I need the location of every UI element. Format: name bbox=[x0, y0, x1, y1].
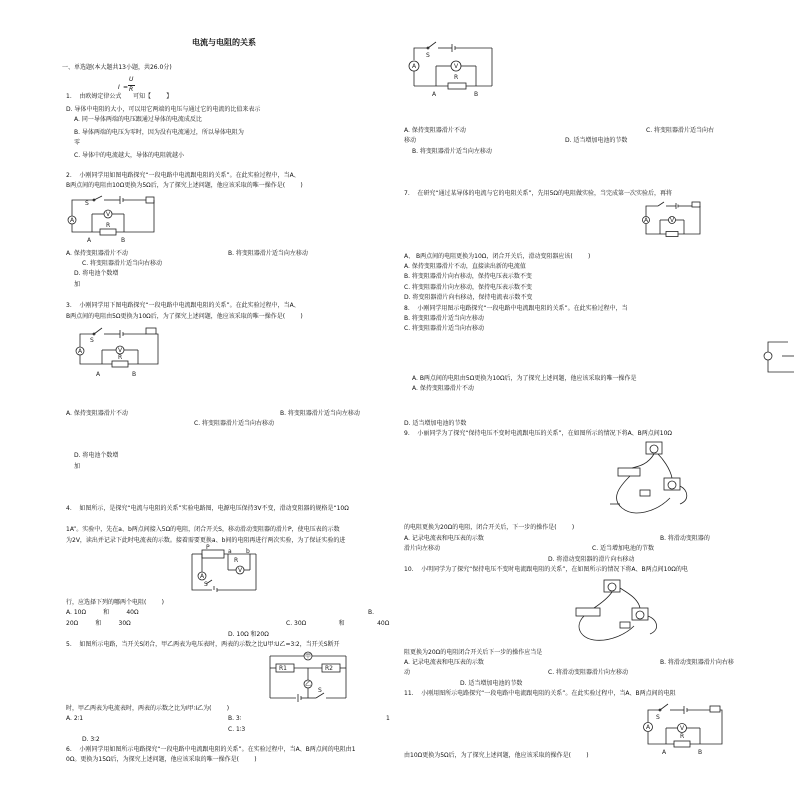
svg-text:R: R bbox=[118, 354, 123, 361]
text-line: D. 将电池个数增 bbox=[74, 270, 119, 277]
text-line: A. 记录电流表和电压表的示数 bbox=[404, 535, 484, 542]
formula-num: U bbox=[129, 76, 134, 83]
text-line: 1. 由欧姆定律公式 bbox=[66, 93, 122, 100]
svg-text:A: A bbox=[87, 237, 92, 244]
text-line: D. 适当增加电池的节数 bbox=[404, 420, 467, 427]
text-line: B. 将变阻器滑片适当向左移动 bbox=[412, 148, 492, 155]
text-line: B. 将变阻器滑片向右移动，保持电压表示数不变 bbox=[404, 273, 532, 280]
svg-text:R1: R1 bbox=[279, 665, 287, 672]
circuit-diagram-right-top bbox=[404, 38, 496, 98]
svg-text:R: R bbox=[454, 74, 459, 81]
text-line: A. 保持变阻器滑片不动 bbox=[404, 127, 466, 134]
circuit-diagram-q2 bbox=[64, 192, 160, 246]
text-line: D. 将滑动变阻器的滑片向右移动 bbox=[548, 556, 635, 563]
text-line: A. 保持变阻器滑片不动 bbox=[66, 250, 128, 257]
svg-text:B: B bbox=[698, 749, 703, 756]
text-line: 20Ω 和 30Ω bbox=[66, 620, 131, 627]
text-line: C. 将变阻器滑片适当向右 bbox=[646, 127, 715, 134]
text-line: D. 10Ω 和20Ω bbox=[228, 631, 269, 638]
text-line: A. B两点间的电阻由5Ω更换为10Ω后，为了探究上述问题，他应该采取的唯一操作是 bbox=[412, 375, 637, 382]
text-line: A、 B两点间的电阻更换为10Ω，闭合开关后，滑动变阻器应该( ) bbox=[404, 253, 591, 260]
text-line: 加 bbox=[74, 463, 81, 470]
text-line: C. 将滑动变阻器滑片向左移动 bbox=[548, 669, 629, 676]
svg-text:V: V bbox=[118, 347, 123, 354]
text-line: 7. 在研究“通过某导体的电流与它的电阻关系”，先用5Ω的电阻做实验，当完成第一次实验后，再将 bbox=[404, 190, 672, 197]
svg-text:A: A bbox=[644, 217, 649, 224]
text-line: B. bbox=[368, 609, 375, 616]
text-line: D. 将电池个数增 bbox=[74, 452, 119, 459]
svg-text:S: S bbox=[656, 714, 660, 721]
text-line: 2. 小刚同学用如图电路探究“一段电路中电流跟电阻的关系”。在此实验过程中，当A、 bbox=[66, 172, 300, 179]
text-line: B. 将变阻器滑片适当向左移动 bbox=[280, 410, 360, 417]
text-line: B. 3∶ bbox=[228, 715, 242, 722]
svg-text:V: V bbox=[454, 63, 459, 70]
text-line: A. 保持变阻器滑片不动，直接读出新的电流值 bbox=[404, 263, 526, 270]
text-line: C. 将变阻器滑片适当向右移动 bbox=[194, 420, 275, 427]
text-line: 移动 bbox=[404, 137, 417, 144]
text-line: D. 适当增加电池的节数 bbox=[565, 137, 628, 144]
svg-text:S: S bbox=[318, 687, 322, 694]
text-line: 10. 小明同学为了探究“保持电压不变时电流跟电阻的关系”，在如图所示的情况下将A、B两点间10Ω的电 bbox=[404, 566, 688, 573]
text-line: 11. 小刚用图所示电路探究“一段电路中电流跟电阻的关系”。在此实验过程中，当A、B两点间的电阻 bbox=[404, 690, 676, 697]
text-line: 0Ω。更换为15Ω后，为探究上述问题，他应该采取的唯一操作是( ) bbox=[66, 756, 257, 763]
svg-text:A: A bbox=[78, 348, 83, 355]
svg-text:A: A bbox=[412, 63, 417, 70]
svg-text:P: P bbox=[206, 544, 210, 551]
text-line: 4. 如图所示，是探究“电流与电阻的关系”实验电路图，电源电压保持3V不变，滑动变阻器的规格是“10Ω bbox=[66, 505, 349, 512]
text-line: C. 将变阻器滑片适当向右移动 bbox=[404, 325, 485, 332]
text-line: A. 保持变阻器滑片不动 bbox=[412, 385, 474, 392]
text-line: 行，应选择下列的哪两个电阻( ) bbox=[66, 599, 164, 606]
svg-text:R2: R2 bbox=[325, 665, 333, 672]
text-line: 一、单选题(本大题共13小题，共26.0分) bbox=[62, 64, 172, 71]
text-line: 动 bbox=[404, 669, 411, 676]
text-line: D. 将变阻器滑片向右移动，保持电流表示数不变 bbox=[404, 294, 533, 301]
text-line: C. 1∶3 bbox=[228, 726, 246, 733]
svg-text:B: B bbox=[474, 91, 479, 98]
svg-text:A: A bbox=[200, 573, 205, 580]
text-line: 为2V，读出并记录下此时电流表的示数。接着需要更换a、b间的电阻再进行两次实验，为了保证实验的进 bbox=[66, 537, 346, 544]
svg-text:b: b bbox=[246, 548, 250, 555]
svg-text:V: V bbox=[670, 217, 675, 224]
svg-text:V: V bbox=[238, 567, 243, 574]
text-line: 1A”。实验中，先在a、b两点间接入5Ω的电阻，闭合开关S，移动滑动变阻器的滑片P，使电压表的示数 bbox=[66, 526, 340, 533]
text-line: B. 将变阻器滑片适当向左移动 bbox=[228, 250, 308, 257]
text-line: C. 适当增加电池的节数 bbox=[592, 545, 655, 552]
svg-text:B: B bbox=[121, 237, 126, 244]
text-line: 9. 小丽同学为了探究“保持电压不变时电流跟电压的关系”，在如图所示的情况下将A、B两点间10Ω bbox=[404, 430, 673, 437]
svg-text:S: S bbox=[426, 52, 430, 59]
svg-text:A: A bbox=[70, 217, 75, 224]
text-line: 阻更换为20Ω的电阻闭合开关后下一步的操作应当是 bbox=[404, 649, 543, 656]
svg-text:B: B bbox=[132, 371, 137, 378]
formula-den: R bbox=[129, 86, 134, 93]
ohms-law-formula bbox=[118, 76, 134, 96]
text-line: 可知【 】 bbox=[133, 93, 173, 100]
text-line: A. 同一导体两端的电压跟通过导体的电流成反比 bbox=[74, 116, 202, 123]
svg-text:S: S bbox=[85, 200, 89, 207]
text-line: A. 记录电流表和电压表的示数 bbox=[404, 659, 484, 666]
text-line: C. 将变阻器滑片适当向右移动 bbox=[82, 260, 163, 267]
text-line: 零 bbox=[74, 139, 81, 146]
text-line: 的电阻更换为20Ω的电阻，闭合开关后，下一步的操作是( ) bbox=[404, 524, 575, 531]
formula-i: I bbox=[118, 84, 120, 91]
svg-text:R: R bbox=[234, 557, 239, 564]
text-line: 3. 小刚同学用下图电路探究“一段电路中电流跟电阻的关系”。在此实验过程中，当A、 bbox=[66, 302, 300, 309]
svg-text:A: A bbox=[96, 371, 101, 378]
text-line: D. 3∶2 bbox=[82, 736, 100, 743]
text-line: B. 将滑动变阻器滑片向右移 bbox=[660, 659, 734, 666]
svg-text:V: V bbox=[680, 725, 685, 732]
circuit-diagram-q7 bbox=[640, 196, 704, 242]
svg-text:A: A bbox=[432, 91, 437, 98]
apparatus-figure-q9 bbox=[600, 438, 700, 520]
circuit-diagram-q5 bbox=[262, 650, 354, 706]
svg-text:甲: 甲 bbox=[305, 653, 312, 660]
text-line: 6. 小刚同学用如图所示电路探究“一段电路中电流跟电阻的关系”。在实验过程中，当A、B两点间的电阻由1 bbox=[66, 746, 356, 753]
text-line: B两点间的电阻由5Ω更换为10Ω后，为了探究上述问题，他应该采取的唯一操作是( ) bbox=[66, 313, 303, 320]
text-line: D. 导体中电阻的大小，可以用它两端的电压与通过它的电流的比值来表示 bbox=[66, 106, 261, 113]
text-line: 滑片向左移动 bbox=[404, 545, 441, 552]
text-line: B两点间的电阻由10Ω更换为5Ω后，为了探究上述问题，他应该采取的唯一操作是( ) bbox=[66, 182, 303, 189]
svg-text:a: a bbox=[228, 548, 232, 555]
svg-text:乙: 乙 bbox=[305, 681, 312, 688]
text-line: C. 30Ω 和 40Ω bbox=[286, 620, 390, 627]
circuit-diagram-q4 bbox=[184, 546, 264, 598]
text-line: 由10Ω更换为5Ω后，为了探究上述问题，他应该采取的操作是( ) bbox=[404, 752, 589, 759]
text-line: 8. 小刚同学用图示电路探究“一段电路中电流跟电阻的关系”。在此实验过程中，当 bbox=[404, 305, 628, 312]
text-line: A. 保持变阻器滑片不动 bbox=[66, 410, 128, 417]
svg-text:S: S bbox=[204, 581, 208, 588]
svg-text:V: V bbox=[106, 211, 111, 218]
apparatus-figure-q10 bbox=[570, 578, 670, 646]
page-title: 电流与电阻的关系 bbox=[192, 38, 256, 47]
formula-eq: = bbox=[123, 84, 129, 91]
text-line: B. 将变阻器滑片适当向左移动 bbox=[404, 315, 484, 322]
circuit-diagram-q11 bbox=[640, 700, 726, 758]
text-line: A. 2∶1 bbox=[66, 715, 84, 722]
circuit-diagram-q3 bbox=[72, 322, 164, 380]
svg-text:A: A bbox=[646, 724, 651, 731]
svg-text:A: A bbox=[662, 749, 667, 756]
text-line: 加 bbox=[74, 281, 81, 288]
text-line: 时，甲乙两表为电流表时，两表的示数之比为I甲∶I乙为( ) bbox=[66, 705, 230, 712]
circuit-diagram-q8 bbox=[758, 336, 794, 378]
text-line: C. 将变阻器滑片向左移动，保持电压表示数不变 bbox=[404, 284, 533, 291]
text-line: B. 将滑动变阻器的 bbox=[660, 535, 710, 542]
svg-text:R: R bbox=[680, 733, 685, 740]
text-line: 1 bbox=[386, 715, 390, 722]
text-line: B. 导体两端的电压为零时，因为没有电流通过，所以导体电阻为 bbox=[74, 129, 244, 136]
text-line: C. 导体中的电流越大，导体的电阻就越小 bbox=[74, 152, 185, 159]
text-line: A. 10Ω 和 40Ω bbox=[66, 609, 139, 616]
svg-text:S: S bbox=[90, 337, 94, 344]
text-line: 5. 如图所示电路，当开关S闭合，甲乙两表为电压表时，两表的示数之比U甲∶U乙=3∶2，当开关S断开 bbox=[66, 641, 340, 648]
text-line: D. 适当增加电池的节数 bbox=[460, 680, 523, 687]
svg-text:R: R bbox=[106, 222, 111, 229]
